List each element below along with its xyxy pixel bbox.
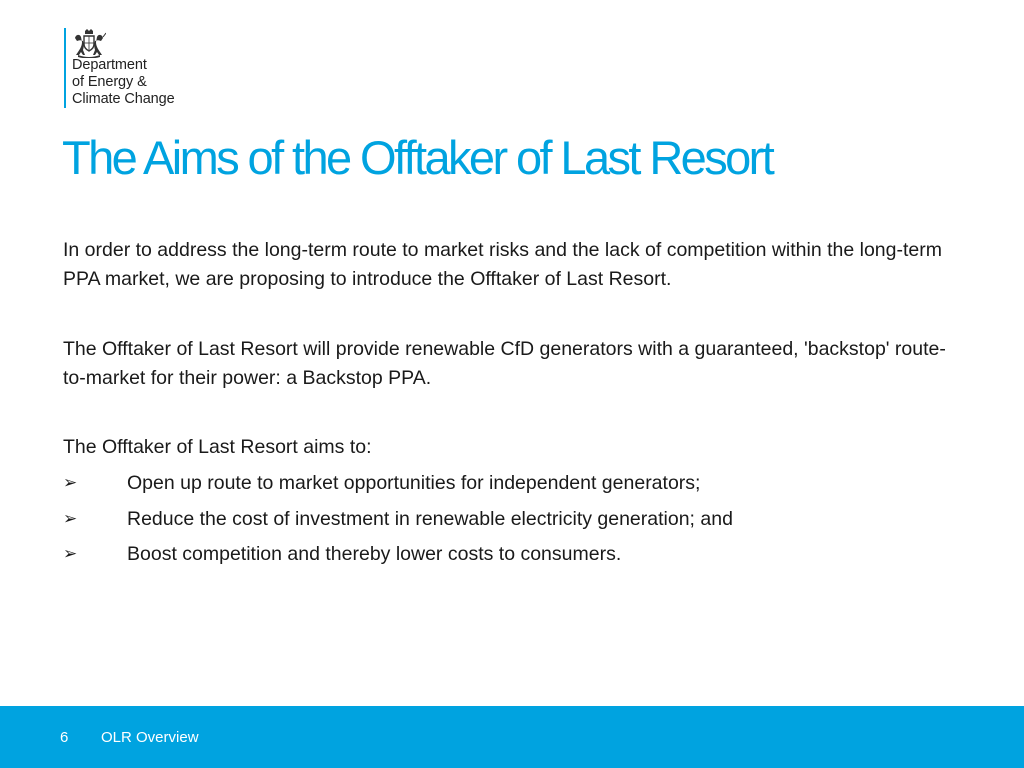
department-name-line-1: Department [72, 57, 147, 73]
royal-coat-of-arms-icon [72, 28, 106, 58]
list-item-text: Boost competition and thereby lower costs to consumers. [127, 543, 622, 565]
intro-paragraph: In order to address the long-term route to market risks and the lack of competition within the long-term PPA market, we are proposing to introduce the Offtaker of Last Resort. [63, 239, 942, 290]
slide-footer [0, 706, 1024, 768]
slide-title: The Aims of the Offtaker of Last Resort [62, 131, 773, 184]
aims-list [63, 469, 963, 576]
list-item-text: Reduce the cost of investment in renewable electricity generation; and [127, 507, 733, 530]
aims-intro: The Offtaker of Last Resort aims to: [63, 436, 372, 458]
department-name [72, 57, 175, 108]
description-paragraph: The Offtaker of Last Resort will provide renewable CfD generators with a guaranteed, 'backstop' route-to-market for their power: a Backstop PPA. [63, 338, 946, 389]
list-item-text: Open up route to market opportunities for independent generators; [127, 472, 701, 494]
logo-divider [64, 28, 66, 108]
list-item [63, 469, 963, 505]
department-name-line-3: Climate Change [72, 91, 175, 107]
arrowhead-bullet-icon: ➢ [63, 473, 78, 493]
list-item [63, 540, 963, 576]
list-item [63, 505, 963, 541]
page-number: 6 [60, 729, 69, 746]
arrowhead-bullet-icon: ➢ [63, 544, 78, 564]
footer-label: OLR Overview [101, 729, 199, 746]
department-name-line-2: of Energy & [72, 74, 147, 90]
arrowhead-bullet-icon: ➢ [63, 508, 78, 529]
